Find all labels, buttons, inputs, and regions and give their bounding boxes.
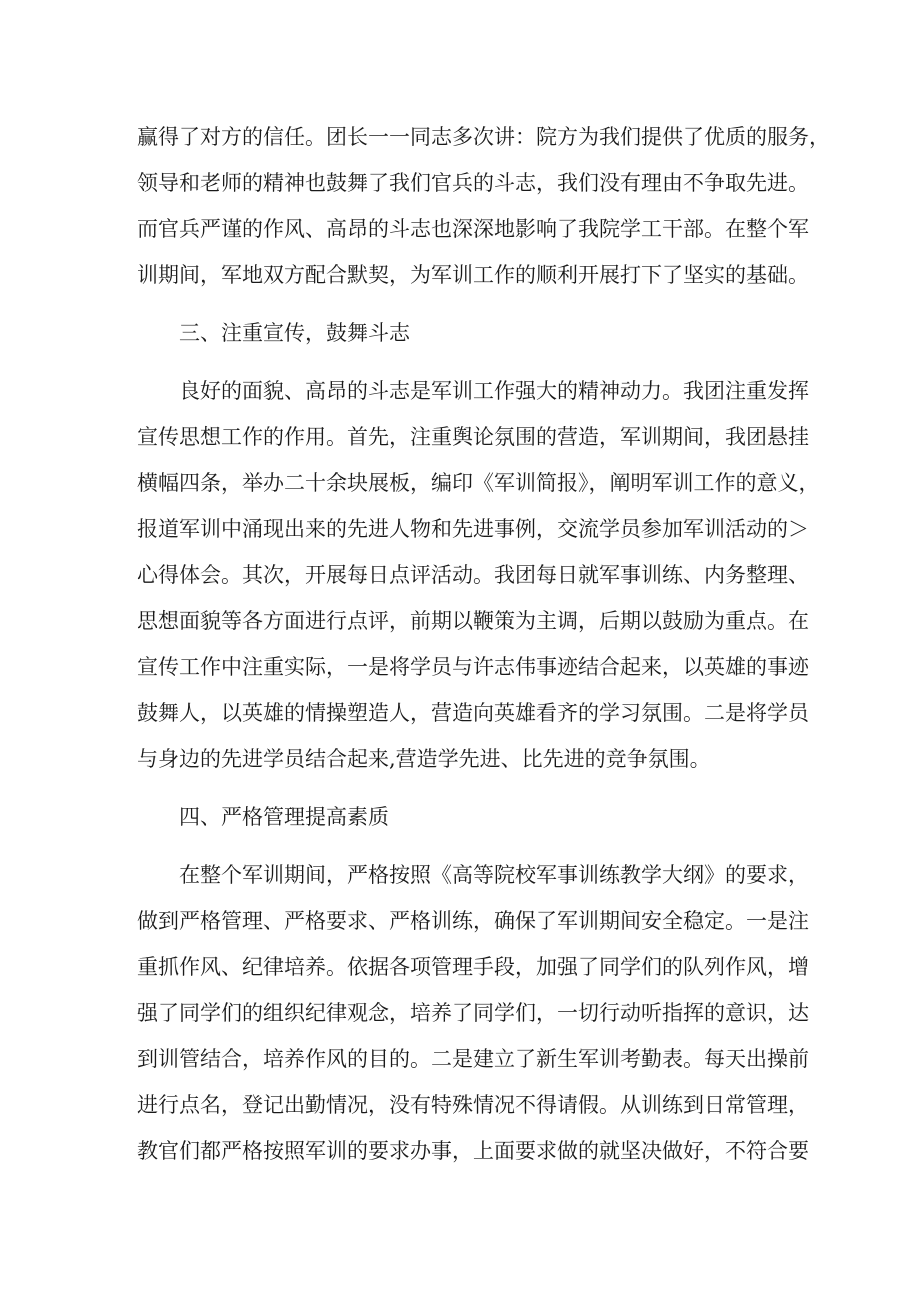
text-line: 心得体会。其次，开展每日点评活动。我团每日就军事训练、内务整理、 <box>137 563 809 587</box>
text-line: 做到严格管理、严格要求、严格训练，确保了军训期间安全稳定。一是注 <box>137 909 809 933</box>
section-heading-publicity: 三、注重宣传，鼓舞斗志 <box>179 321 410 345</box>
text-line: 教官们都严格按照军训的要求办事，上面要求做的就坚决做好，不符合要 <box>137 1139 809 1163</box>
text-line: 赢得了对方的信任。团长一一同志多次讲：院方为我们提供了优质的服务， <box>137 125 830 149</box>
text-line: 而官兵严谨的作风、高昂的斗志也深深地影响了我院学工干部。在整个军 <box>137 217 809 241</box>
text-line: 良好的面貌、高昂的斗志是军训工作强大的精神动力。我团注重发挥 <box>179 379 809 403</box>
document-body <box>137 114 830 1186</box>
text-line: 鼓舞人，以英雄的情操塑造人，营造向英雄看齐的学习氛围。二是将学员 <box>137 701 809 725</box>
section-heading-management: 四、严格管理提高素质 <box>179 805 389 829</box>
paragraph-publicity <box>137 368 820 782</box>
text-line: 训期间，军地双方配合默契，为军训工作的顺利开展打下了坚实的基础。 <box>137 263 809 287</box>
text-line: 在整个军训期间，严格按照《高等院校军事训练教学大纲》的要求， <box>179 863 809 887</box>
text-line: 到训管结合，培养作风的目的。二是建立了新生军训考勤表。每天出操前 <box>137 1047 809 1071</box>
text-line: 与身边的先进学员结合起来,营造学先进、比先进的竞争氛围。 <box>137 747 711 771</box>
text-line: 报道军训中涌现出来的先进人物和先进事例，交流学员参加军训活动的＞ <box>137 517 809 541</box>
text-line: 强了同学们的组织纪律观念，培养了同学们，一切行动听指挥的意识，达 <box>137 1001 809 1025</box>
text-line: 重抓作风、纪律培养。依据各项管理手段，加强了同学们的队列作风，增 <box>137 955 809 979</box>
text-line: 宣传思想工作的作用。首先，注重舆论氛围的营造，军训期间，我团悬挂 <box>137 425 809 449</box>
text-line: 思想面貌等各方面进行点评，前期以鞭策为主调，后期以鼓励为重点。在 <box>137 609 809 633</box>
text-line: 宣传工作中注重实际，一是将学员与许志伟事迹结合起来，以英雄的事迹 <box>137 655 809 679</box>
text-line: 进行点名，登记出勤情况，没有特殊情况不得请假。从训练到日常管理， <box>137 1093 809 1117</box>
text-line: 领导和老师的精神也鼓舞了我们官兵的斗志，我们没有理由不争取先进。 <box>137 171 809 195</box>
paragraph-management <box>137 852 809 1174</box>
text-line: 横幅四条，举办二十余块展板，编印《军训简报》，阐明军训工作的意义， <box>137 471 820 495</box>
paragraph-trust <box>137 114 830 298</box>
